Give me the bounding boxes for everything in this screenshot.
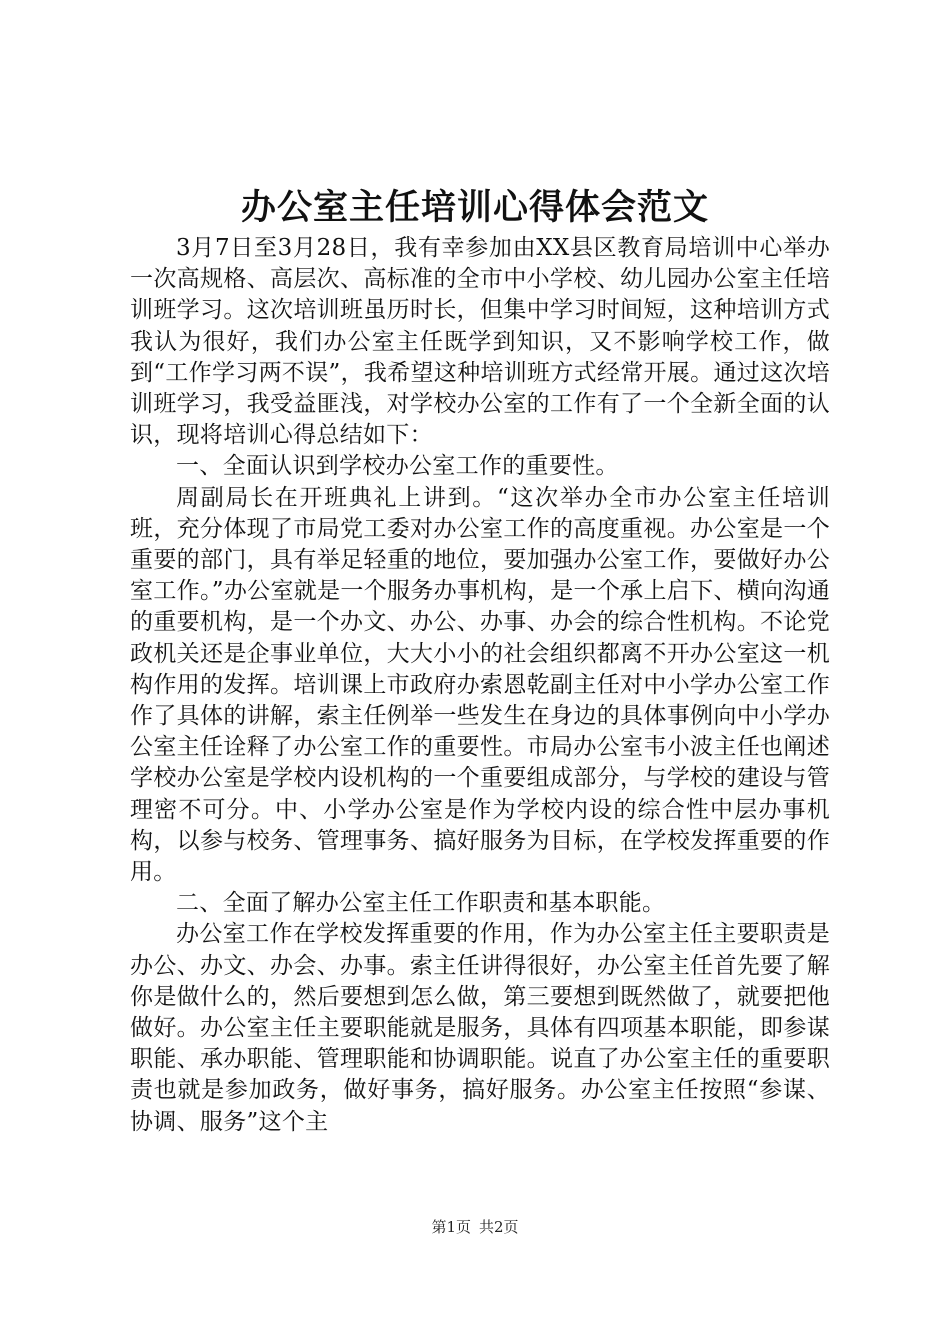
paragraph-section-1: 周副局长在开班典礼上讲到。“这次举办全市办公室主任培训班，充分体现了市局党工委对办公室工作的高度重视。办公室是一个重要的部门，具有举足轻重的地位，要加强办公室工作，要做好办公室工作。”办公室就是一个服务办事机构，是一个承上启下、横向沟通的重要机构，是一个办文、办公、办事、办会的综合性机构。不论党政机关还是企事业单位，大大小小的社会组织都离不开办公室这一机构作用的发挥。培训课上市政府办索恩乾副主任对中小学办公室工作作了具体的讲解，索主任例举一些发生在身边的具体事例向中小学办公室主任诠释了办公室工作的重要性。市局办公室韦小波主任也阐述学校办公室是学校内设机构的一个重要组成部分，与学校的建设与管理密不可分。中、小学办公室是作为学校内设的综合性中层办事机构，以参与校务、管理事务、搞好服务为目标，在学校发挥重要的作用。 — [130, 484, 830, 886]
section-heading-2: 二、全面了解办公室主任工作职责和基本职能。 — [176, 890, 666, 917]
paragraph-intro: 3月7日至3月28日，我有幸参加由XX县区教育局培训中心举办一次高规格、高层次、高标准的全市中小学校、幼儿园办公室主任培训班学习。这次培训班虽历时长，但集中学习时间短，这种培训方式我认为很好，我们办公室主任既学到知识，又不影响学校工作，做到“工作学习两不误”，我希望这种培训班方式经常开展。通过这次培训班学习，我受益匪浅，对学校办公室的工作有了一个全新全面的认识，现将培训心得总结如下： — [130, 235, 830, 449]
section-heading-1: 一、全面认识到学校办公室工作的重要性。 — [176, 453, 619, 480]
page-total: 共2页 — [479, 1218, 519, 1236]
document-title: 办公室主任培训心得体会范文 — [240, 187, 709, 228]
paragraph-section-2: 办公室工作在学校发挥重要的作用，作为办公室主任主要职责是办公、办文、办会、办事。索主任讲得很好，办公室主任首先要了解你是做什么的，然后要想到怎么做，第三要想到既然做了，就要把他做好。办公室主任主要职能就是服务，具体有四项基本职能，即参谋职能、承办职能、管理职能和协调职能。说直了办公室主任的重要职责也就是参加政务，做好事务，搞好服务。办公室主任按照“参谋、协调、服务”这个主 — [130, 921, 830, 1135]
document-body — [130, 233, 830, 1138]
page-footer — [0, 1217, 950, 1237]
page-number: 第1页 — [431, 1218, 471, 1236]
